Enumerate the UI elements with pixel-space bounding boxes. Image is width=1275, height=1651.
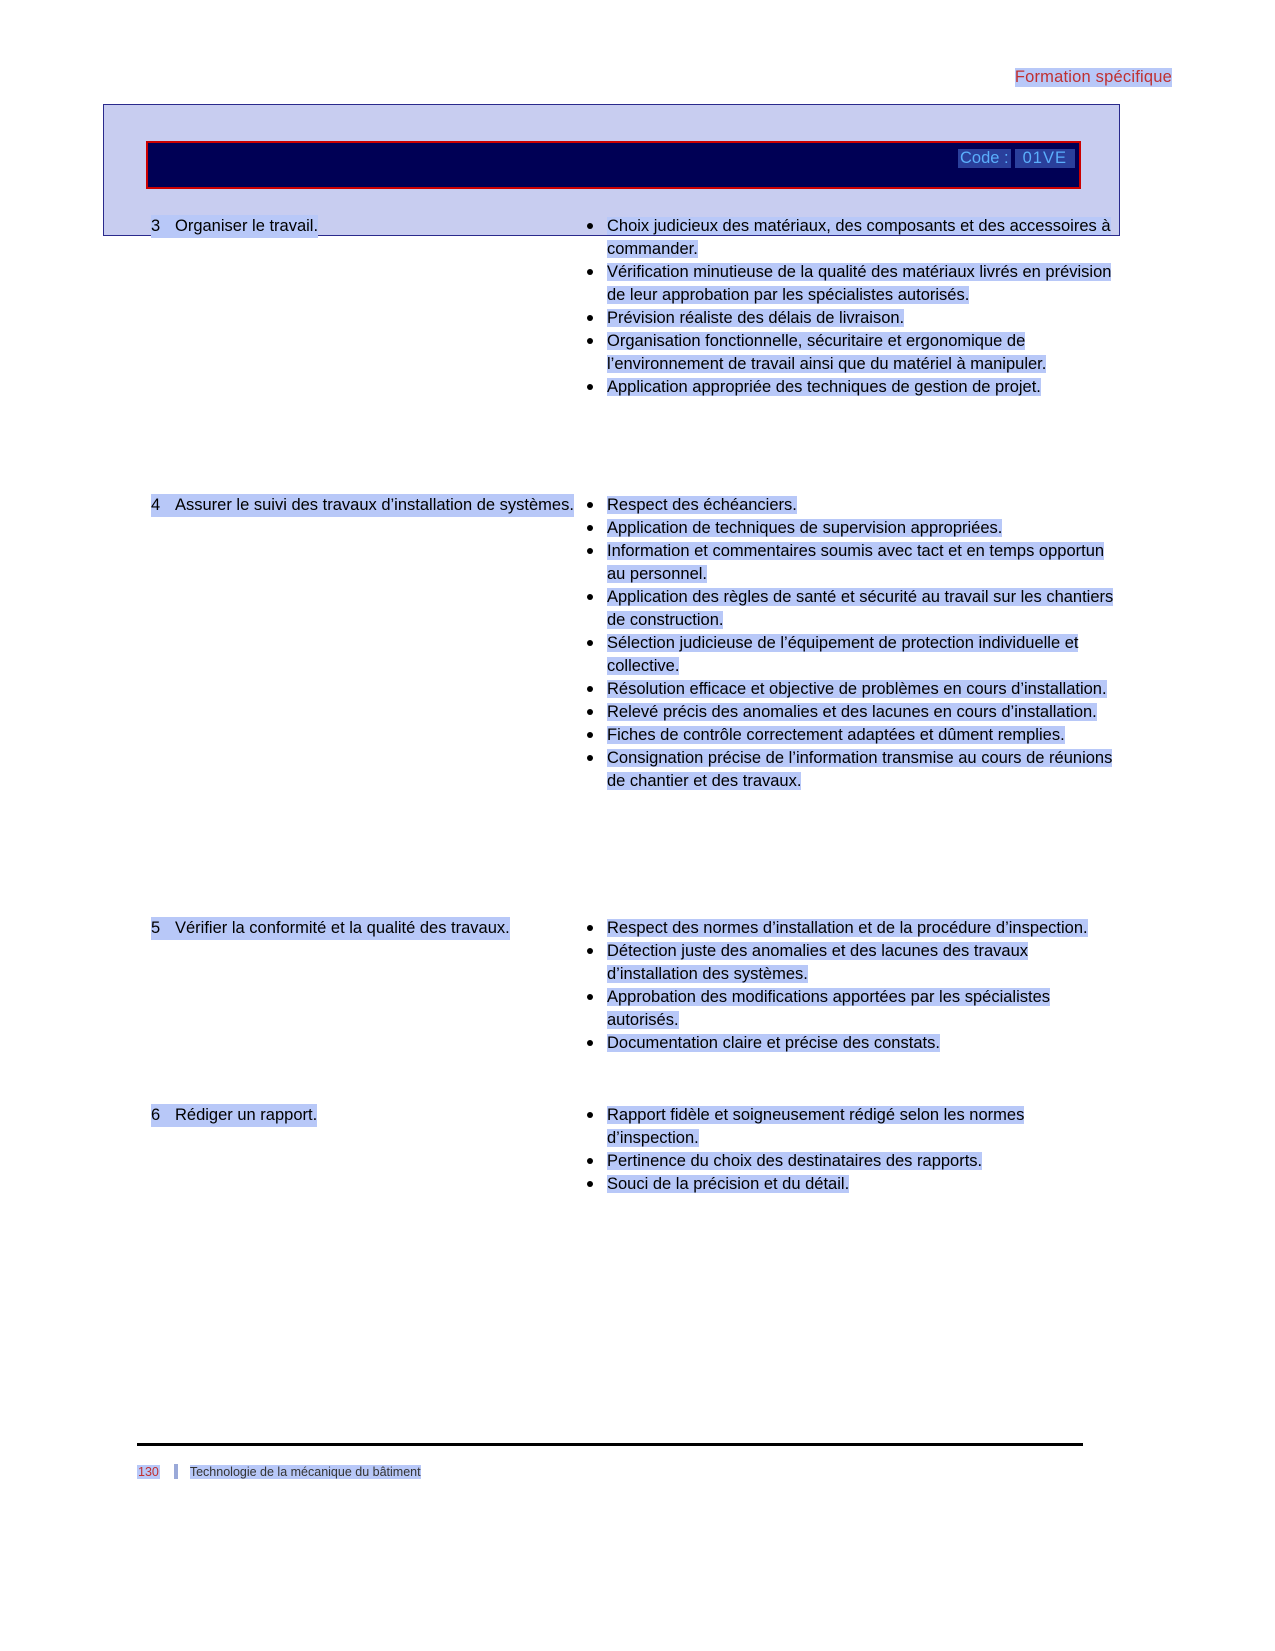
criterion-text: Choix judicieux des matériaux, des composants et des accessoires à commander.: [607, 217, 1111, 258]
bullet-icon: [587, 594, 593, 600]
bullet-icon: [587, 525, 593, 531]
task-number: 4: [151, 494, 175, 517]
bullet-icon: [587, 1112, 593, 1118]
criterion-text: Rapport fidèle et soigneusement rédigé selon les normes d’inspection.: [607, 1106, 1025, 1147]
bullet-icon: [587, 994, 593, 1000]
task: [151, 215, 583, 238]
task-number: 6: [151, 1104, 175, 1127]
list-item: [583, 540, 1120, 586]
footer-divider: [137, 1443, 1083, 1446]
list-item: [583, 1150, 1120, 1173]
bullet-icon: [587, 1181, 593, 1187]
list-item: [583, 1104, 1120, 1150]
bullet-icon: [587, 709, 593, 715]
criterion-text: Consignation précise de l’information transmise au cours de réunions de chantier et des travaux.: [607, 749, 1113, 790]
task-label: Vérifier la conformité et la qualité des travaux.: [175, 917, 510, 940]
list-item: [583, 747, 1120, 793]
competency-row: [103, 917, 1120, 1055]
criterion-text: Information et commentaires soumis avec tact et en temps opportun au personnel.: [607, 542, 1105, 583]
list-item: [583, 632, 1120, 678]
criteria-list: [583, 215, 1120, 399]
criterion-text: Application de techniques de supervision appropriées.: [607, 519, 1003, 537]
criterion-text: Documentation claire et précise des constats.: [607, 1034, 940, 1052]
list-item: [583, 261, 1120, 307]
list-item: [583, 586, 1120, 632]
list-item: [583, 215, 1120, 261]
list-item: [583, 724, 1120, 747]
competency-task-cell: [103, 494, 583, 793]
criterion-text: Vérification minutieuse de la qualité des matériaux livrés en prévision de leur approbation par les spécialistes autorisés.: [607, 263, 1112, 304]
list-item: [583, 701, 1120, 724]
competency-row: [103, 215, 1120, 399]
footer-separator: [174, 1464, 178, 1479]
list-item: [583, 986, 1120, 1032]
criterion-text: Respect des normes d’installation et de la procédure d’inspection.: [607, 919, 1088, 937]
code-label: Code :: [960, 149, 1009, 167]
task-label: Organiser le travail.: [175, 215, 318, 238]
criterion-text: Résolution efficace et objective de problèmes en cours d’installation.: [607, 680, 1107, 698]
task: [151, 917, 583, 940]
criterion-text: Sélection judicieuse de l’équipement de protection individuelle et collective.: [607, 634, 1079, 675]
criteria-list: [583, 1104, 1120, 1196]
code-value: 01VE: [1015, 149, 1075, 168]
criteria-list: [583, 494, 1120, 793]
competency-task-cell: [103, 215, 583, 399]
criterion-text: Application des règles de santé et sécurité au travail sur les chantiers de construction.: [607, 588, 1114, 629]
task: [151, 494, 583, 517]
bullet-icon: [587, 686, 593, 692]
criterion-text: Détection juste des anomalies et des lacunes des travaux d’installation des systèmes.: [607, 942, 1028, 983]
task: [151, 1104, 583, 1127]
code-banner-inner: [146, 141, 1081, 189]
criterion-text: Relevé précis des anomalies et des lacunes en cours d’installation.: [607, 703, 1097, 721]
competency-criteria-cell: [583, 215, 1120, 399]
criterion-text: Fiches de contrôle correctement adaptées et dûment remplies.: [607, 726, 1065, 744]
competency-row: [103, 1104, 1120, 1196]
bullet-icon: [587, 384, 593, 390]
bullet-icon: [587, 338, 593, 344]
bullet-icon: [587, 223, 593, 229]
criterion-text: Prévision réaliste des délais de livraison.: [607, 309, 905, 327]
competency-row: [103, 494, 1120, 793]
footer: [137, 1464, 421, 1479]
competency-task-cell: [103, 917, 583, 1055]
bullet-icon: [587, 315, 593, 321]
bullet-icon: [587, 640, 593, 646]
bullet-icon: [587, 548, 593, 554]
bullet-icon: [587, 925, 593, 931]
list-item: [583, 1032, 1120, 1055]
page-number: 130: [138, 1464, 159, 1479]
bullet-icon: [587, 732, 593, 738]
criterion-text: Souci de la précision et du détail.: [607, 1175, 850, 1193]
competency-criteria-cell: [583, 917, 1120, 1055]
task-label: Assurer le suivi des travaux d’installation de systèmes.: [175, 494, 574, 517]
competency-criteria-cell: [583, 1104, 1120, 1196]
bullet-icon: [587, 1040, 593, 1046]
list-item: [583, 1173, 1120, 1196]
task-number: 5: [151, 917, 175, 940]
task-label: Rédiger un rapport.: [175, 1104, 317, 1127]
criterion-text: Respect des échéanciers.: [607, 496, 797, 514]
criterion-text: Approbation des modifications apportées par les spécialistes autorisés.: [607, 988, 1051, 1029]
list-item: [583, 678, 1120, 701]
header-section-label: Formation spécifique: [1014, 68, 1172, 86]
criterion-text: Application appropriée des techniques de gestion de projet.: [607, 378, 1041, 396]
footer-document-title: Technologie de la mécanique du bâtiment: [189, 1464, 421, 1479]
task-number: 3: [151, 215, 175, 238]
criteria-list: [583, 917, 1120, 1055]
list-item: [583, 517, 1120, 540]
list-item: [583, 307, 1120, 330]
code-field: [958, 149, 1075, 168]
bullet-icon: [587, 1158, 593, 1164]
list-item: [583, 376, 1120, 399]
competency-task-cell: [103, 1104, 583, 1196]
bullet-icon: [587, 948, 593, 954]
list-item: [583, 917, 1120, 940]
bullet-icon: [587, 269, 593, 275]
competency-criteria-cell: [583, 494, 1120, 793]
list-item: [583, 494, 1120, 517]
criterion-text: Pertinence du choix des destinataires des rapports.: [607, 1152, 983, 1170]
bullet-icon: [587, 502, 593, 508]
list-item: [583, 940, 1120, 986]
bullet-icon: [587, 755, 593, 761]
criterion-text: Organisation fonctionnelle, sécuritaire et ergonomique de l’environnement de travail ainsi que du matériel à manipuler.: [607, 332, 1047, 373]
list-item: [583, 330, 1120, 376]
